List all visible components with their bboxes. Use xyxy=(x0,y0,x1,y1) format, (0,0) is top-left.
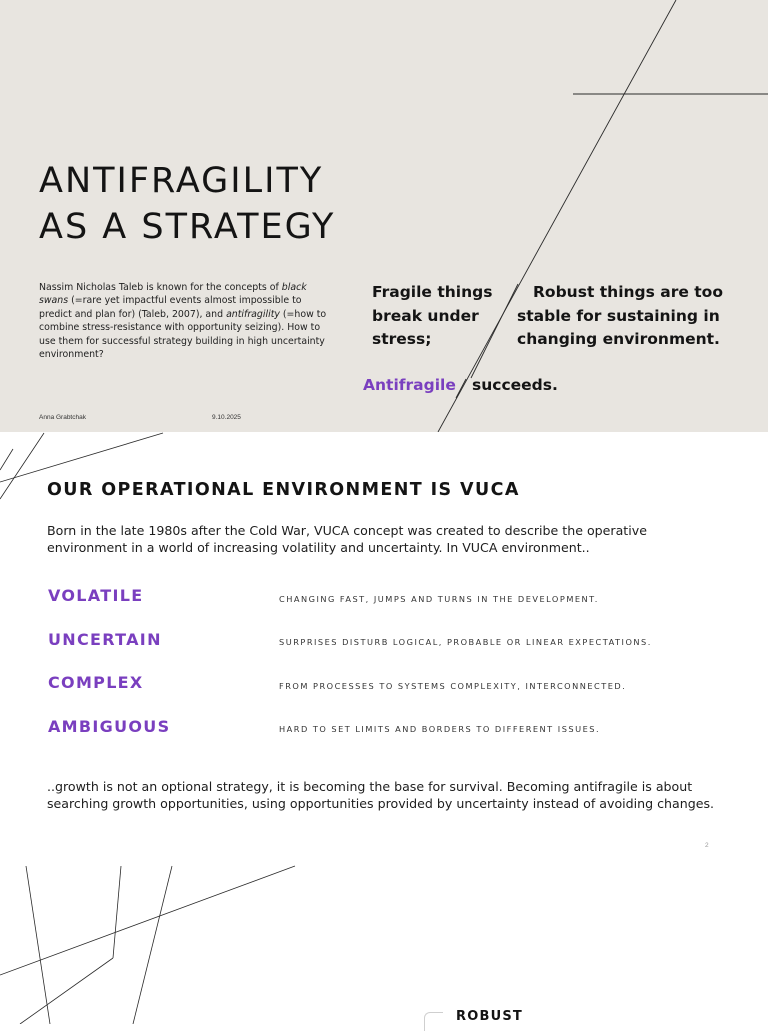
slide-title-line-1: ANTIFRAGILITY xyxy=(39,161,324,201)
vuca-desc-complex: FROM PROCESSES TO SYSTEMS COMPLEXITY, INTERCONNECTED. xyxy=(279,681,627,691)
robust-label: ROBUST xyxy=(456,1009,523,1024)
intro-text-1: Nassim Nicholas Taleb is known for the concepts of xyxy=(39,282,282,293)
intro-paragraph xyxy=(39,281,329,361)
page-number: 2 xyxy=(705,842,709,849)
vuca-desc-uncertain: SURPRISES DISTURB LOGICAL, PROBABLE OR LINEAR EXPECTATIONS. xyxy=(279,637,652,647)
robust-frame-corner xyxy=(424,1012,443,1031)
robust-line-1: Robust things are too xyxy=(533,283,723,301)
vuca-term-volatile: VOLATILE xyxy=(48,586,144,605)
fragile-line-2: break under xyxy=(372,306,479,325)
slide-title-line-2: AS A STRATEGY xyxy=(39,207,336,247)
vuca-term-uncertain: UNCERTAIN xyxy=(48,630,162,649)
fragile-line-3: stress; xyxy=(372,330,432,348)
fragile-line-1: Fragile things xyxy=(372,283,493,301)
intro-text-2: (=rare yet impactful events almost impossible to predict and plan for) (Taleb, 2007), and xyxy=(39,295,302,320)
fragile-statement xyxy=(372,281,492,352)
succeeds-word: succeeds. xyxy=(472,376,558,394)
vuca-heading: OUR OPERATIONAL ENVIRONMENT IS VUCA xyxy=(47,480,520,500)
robust-statement xyxy=(517,281,723,352)
intro-term-antifragility: antifragility xyxy=(226,308,280,320)
vuca-term-ambiguous: AMBIGUOUS xyxy=(48,717,171,736)
vuca-intro: Born in the late 1980s after the Cold War, VUCA concept was created to describe the operative environment in a world of increasing volatility and uncertainty. In VUCA environment.. xyxy=(47,523,647,556)
vuca-desc-volatile: CHANGING FAST, JUMPS AND TURNS IN THE DEVELOPMENT. xyxy=(279,594,599,604)
slide-date: 9.10.2025 xyxy=(212,414,241,421)
intro-text-3: (=how to combine stress-resistance with opportunity seizing). How to use them for successful strategy building in high uncertainty environment? xyxy=(39,308,327,361)
vuca-desc-ambiguous: HARD TO SET LIMITS AND BORDERS TO DIFFERENT ISSUES. xyxy=(279,724,601,734)
robust-line-3: changing environment. xyxy=(517,330,720,348)
author-name: Anna Grabtchak xyxy=(39,414,86,421)
vuca-term-complex: COMPLEX xyxy=(48,673,144,692)
title-slide xyxy=(0,0,768,432)
antifragile-word: Antifragile xyxy=(363,376,456,394)
robust-line-2: stable for sustaining in xyxy=(517,306,720,325)
vuca-conclusion: ..growth is not an optional strategy, it is becoming the base for survival. Becoming antifragile is about searching growth opportunities, using opportunities provided by uncertainty instead of avoiding changes. xyxy=(47,779,715,812)
intro-term-black-swans: black swans xyxy=(39,282,307,307)
